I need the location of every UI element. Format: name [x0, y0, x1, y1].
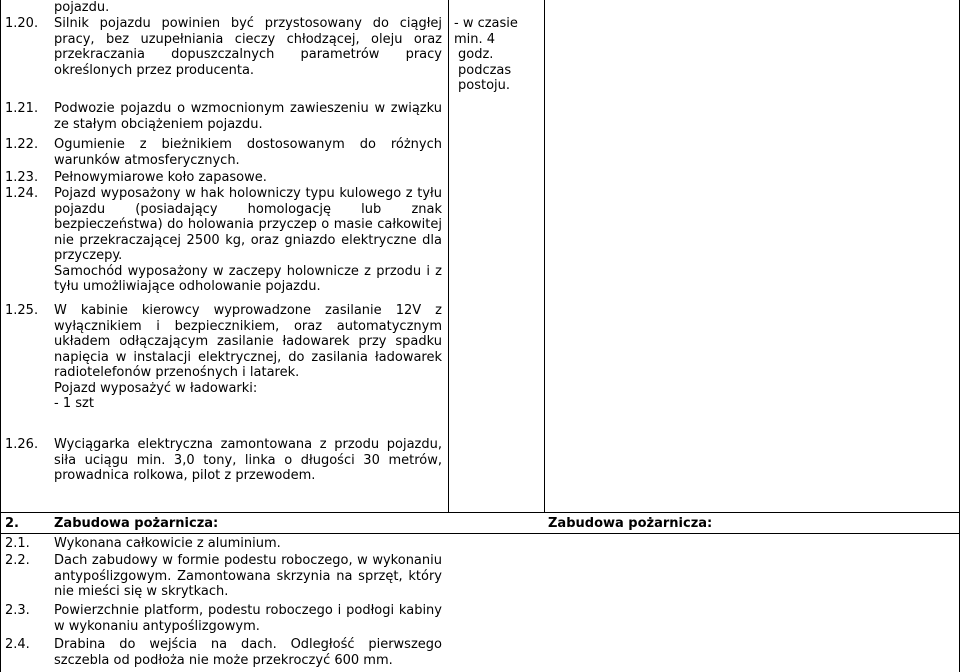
- row-number: 1.23.: [5, 170, 39, 185]
- row-text: Samochód wyposażony w zaczepy holownicze z przodu i z tyłu umożliwiające odholowanie pojazdu.: [54, 263, 442, 294]
- row-text: Pojazd wyposażony w hak holowniczy typu kulowego z tyłu pojazdu (posiadający homologację lub znak bezpieczeństwa) do holowania przyczep o masie całkowitej nie przekraczającej 2500 kg, oraz gniazdo elektryczne dla przyczepy.: [54, 186, 442, 263]
- row-number: 1.24.: [5, 186, 39, 201]
- row-border: [0, 512, 960, 513]
- requirement-line: min. 4: [454, 31, 496, 47]
- row-text: Ogumienie z bieżnikiem dostosowanym do różnych warunków atmosferycznych.: [54, 137, 442, 168]
- row-number: 2.1.: [5, 536, 30, 551]
- continued-text: pojazdu.: [54, 0, 110, 15]
- row-text: Silnik pojazdu powinien być przystosowany do ciągłej pracy, bez uzupełniania cieczy chłodzącej, oleju oraz przekraczania dopuszczalnych parametrów pracy określonych przez producenta.: [54, 16, 442, 78]
- row-number: 1.22.: [5, 137, 39, 152]
- row-number: 1.25.: [5, 303, 39, 318]
- row-number: 1.20.: [5, 16, 39, 31]
- row-text: Powierzchnie platform, podestu roboczego i podłogi kabiny w wykonaniu antypoślizgowym.: [54, 603, 442, 634]
- requirement-line: postoju.: [458, 78, 511, 93]
- row-text: - 1 szt: [54, 396, 94, 411]
- requirement-line: - w czasie: [454, 16, 518, 31]
- row-number: 1.26.: [5, 437, 39, 452]
- row-text: Drabina do wejścia na dach. Odległość pierwszego szczebla od podłoża nie może przekroczyć 600 mm.: [54, 637, 442, 668]
- row-border: [0, 533, 960, 534]
- row-text: Dach zabudowy w formie podestu roboczego, w wykonaniu antypoślizgowym. Zamontowana skrzynia na sprzęt, który nie mieści się w skrytkach.: [54, 553, 442, 599]
- section-title: Zabudowa pożarnicza:: [54, 516, 219, 531]
- table-row: [0, 16, 448, 96]
- column-divider-1: [448, 0, 449, 512]
- section-title-right: Zabudowa pożarnicza:: [548, 516, 713, 531]
- row-number: 2.4.: [5, 637, 30, 652]
- row-number: 2.2.: [5, 553, 30, 568]
- column-divider-2: [544, 0, 545, 512]
- row-text: Wyciągarka elektryczna zamontowana z przodu pojazdu, siła uciągu min. 3,0 tony, linka o długości 30 metrów, prowadnica rolkowa, pilot z przewodem.: [54, 437, 442, 483]
- requirement-line: godz.: [458, 47, 494, 62]
- row-number: 1.21.: [5, 101, 39, 116]
- row-text: Pojazd wyposażyć w ładowarki:: [54, 380, 258, 396]
- row-number: 2.3.: [5, 603, 30, 618]
- row-text: Wykonana całkowicie z aluminium.: [54, 536, 281, 551]
- requirement-line: podczas: [458, 62, 512, 78]
- section-number: 2.: [5, 516, 19, 531]
- row-text: Pełnowymiarowe koło zapasowe.: [54, 170, 267, 185]
- row-text: W kabinie kierowcy wyprowadzone zasilanie 12V z wyłącznikiem i bezpiecznikiem, oraz automatycznym układem odłączającym zasilanie ładowarek przy spadku napięcia w instalacji elektrycznej, do zasilania ładowarek radiotelefonów przenośnych i latarek.: [54, 303, 442, 380]
- row-text: Podwozie pojazdu o wzmocnionym zawieszeniu w związku ze stałym obciążeniem pojazdu.: [54, 101, 442, 132]
- requirement-cell: [454, 16, 538, 94]
- table-border-left: [0, 0, 1, 672]
